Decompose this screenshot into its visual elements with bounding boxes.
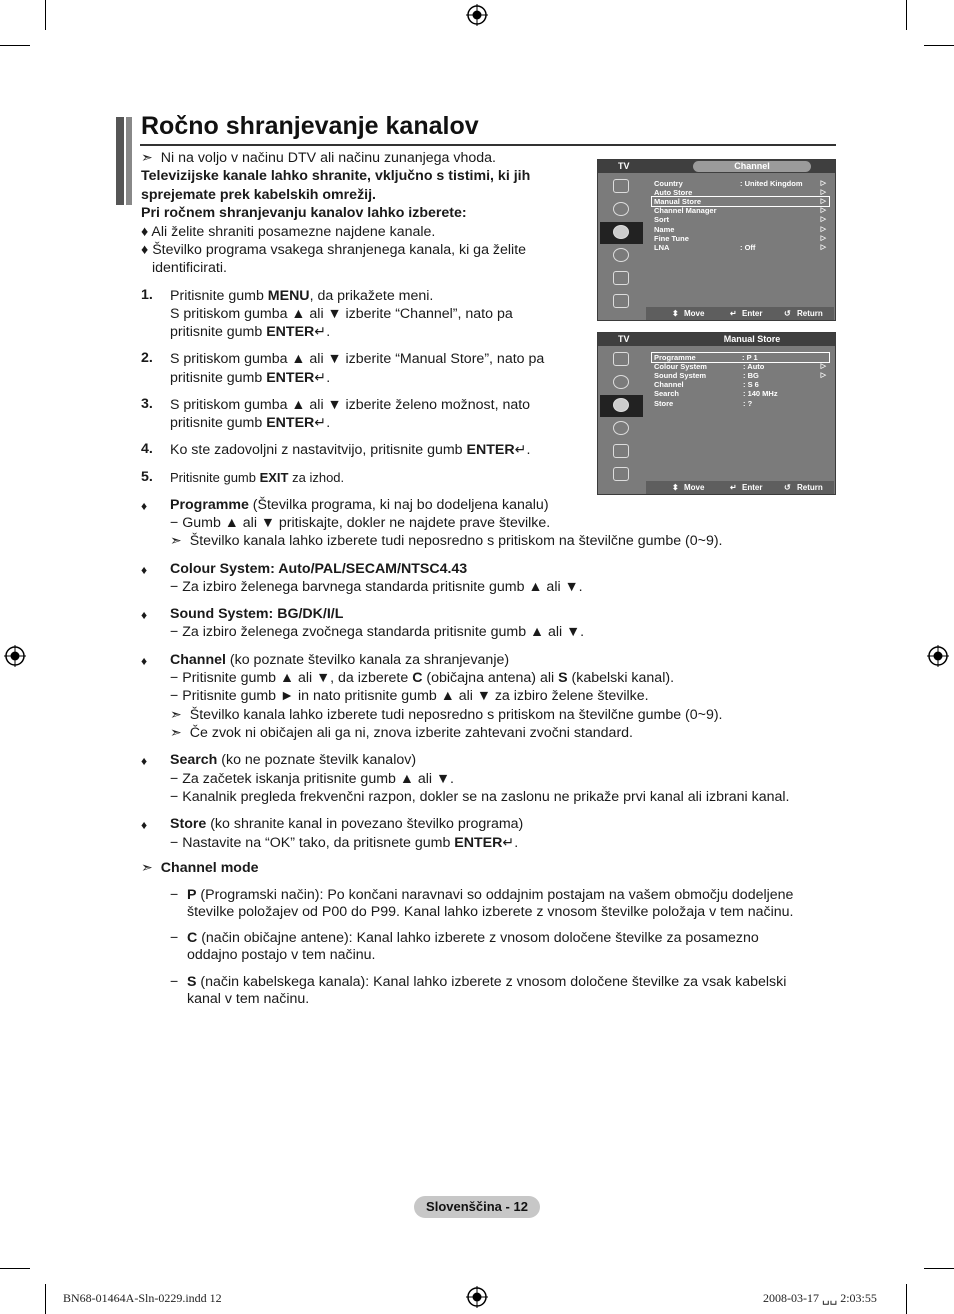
- setup-icon: [600, 245, 643, 267]
- osd-row[interactable]: LNA : Off ▷: [654, 243, 826, 252]
- mode-s: S (način kabelskega kanala): Kanal lahko izberete z vnosom določene številke za vsak kabelski: [187, 974, 787, 990]
- step-text: S pritiskom gumba ▲ ali ▼ izberite “Manual Store”, nato pa: [170, 351, 545, 367]
- mode-p-cont: številke položajev od P00 do P99. Kanal lahko izberete z vnosom številke položaja v tem načinu.: [187, 904, 794, 920]
- mode-c: C (način običajne antene): Kanal lahko izberete z vnosom določene številke za posamezno: [187, 930, 759, 946]
- item-text: − Gumb ▲ ali ▼ pritiskajte, dokler ne najdete prave številke.: [170, 515, 551, 531]
- step-number: 3.: [141, 396, 153, 412]
- osd-row[interactable]: Colour System : Auto ▷: [654, 362, 826, 371]
- item-text: − Pritisnite gumb ► in nato pritisnite gumb ▲ ali ▼ za izbiro želene številke.: [170, 688, 649, 704]
- arrow-right-icon: ▷: [820, 180, 826, 187]
- registration-mark-icon: [927, 645, 949, 667]
- osd-row[interactable]: Channel : S 6: [654, 380, 759, 389]
- osd-row[interactable]: Search : 140 MHz: [654, 389, 778, 398]
- sound-icon: [600, 372, 643, 394]
- arrow-right-icon: ▷: [820, 372, 826, 379]
- osd-row-selected[interactable]: Manual Store ▷: [651, 196, 830, 207]
- intro-bullet: ♦ Številko programa vsakega shranjenega kanala, ki ga želite: [141, 242, 527, 258]
- page-title: Ročno shranjevanje kanalov: [141, 112, 479, 140]
- diamond-bullet-icon: ♦: [141, 224, 149, 240]
- return-icon: ↺: [784, 483, 791, 492]
- input-icon: [600, 441, 643, 463]
- osd-row[interactable]: Sort ▷: [654, 215, 826, 224]
- step-text: pritisnite gumb ENTER↵.: [170, 415, 331, 431]
- diamond-bullet-icon: ♦: [141, 499, 148, 513]
- osd-manual-store-menu: [597, 332, 836, 495]
- item-search: Search (ko ne poznate številk kanalov): [170, 752, 417, 768]
- diamond-bullet-icon: ♦: [141, 608, 148, 622]
- arrow-right-icon: ▷: [820, 363, 826, 370]
- item-colour-system: Colour System: Auto/PAL/SECAM/NTSC4.43: [170, 561, 468, 577]
- note-arrow-icon: ➣: [170, 707, 182, 723]
- mode-p: P (Programski način): Po končani naravnavi so oddajnim postajam na vašem območju dodeljene: [187, 887, 794, 903]
- enter-icon: ↵: [730, 483, 737, 492]
- note-arrow-icon: ➣: [141, 860, 153, 876]
- title-decoration: [116, 117, 124, 205]
- date-slug: 2008-03-17 ␣␣ 2:03:55: [763, 1291, 877, 1305]
- channel-icon: [600, 222, 643, 244]
- step-text: pritisnite gumb ENTER↵.: [170, 324, 331, 340]
- item-text: − Za izbiro želenega zvočnega standarda pritisnite gumb ▲ ali ▼.: [170, 624, 585, 640]
- item-store: Store (ko shranite kanal in povezano številko programa): [170, 816, 524, 832]
- step-text: S pritiskom gumba ▲ ali ▼ izberite “Channel”, nato pa: [170, 306, 513, 322]
- crop-mark: [924, 1268, 954, 1269]
- step-text: Pritisnite gumb EXIT za izhod.: [170, 470, 345, 485]
- sound-icon: [600, 199, 643, 221]
- item-note: ➣ Če zvok ni običajen ali ga ni, znova izberite zahtevani zvočni standard.: [170, 725, 633, 741]
- osd-tv-label: TV: [618, 334, 630, 344]
- application-icon: [600, 464, 643, 486]
- registration-mark-icon: [4, 645, 26, 667]
- intro-bold-line: sprejemate prek kabelskih omrežij.: [141, 187, 376, 203]
- crop-mark: [45, 0, 46, 30]
- channel-icon: [600, 395, 643, 417]
- dash: −: [170, 974, 179, 990]
- registration-mark-icon: [466, 4, 488, 26]
- crop-mark: [0, 45, 30, 46]
- intro-bullet-cont: identificirati.: [152, 260, 227, 276]
- step-number: 1.: [141, 287, 153, 303]
- arrow-right-icon: ▷: [820, 226, 826, 233]
- setup-icon: [600, 418, 643, 440]
- return-icon: ↺: [784, 309, 791, 318]
- step-text: Ko ste zadovoljni z nastavitvijo, pritisnite gumb ENTER↵.: [170, 442, 531, 458]
- enter-icon: ↵: [502, 835, 515, 851]
- osd-row[interactable]: Country : United Kingdom ▷: [654, 179, 826, 188]
- step-number: 2.: [141, 350, 153, 366]
- item-text: − Za začetek iskanja pritisnite gumb ▲ ali ▼.: [170, 771, 454, 787]
- file-slug: BN68-01464A-Sln-0229.indd 12: [63, 1291, 222, 1305]
- crop-mark: [906, 0, 907, 30]
- intro-bold-line: Pri ročnem shranjevanju kanalov lahko izberete:: [141, 205, 467, 221]
- enter-icon: ↵: [514, 442, 527, 458]
- intro-bold-line: Televizijske kanale lahko shranite, vključno s tistimi, ki jih: [141, 168, 531, 184]
- step-number: 5.: [141, 469, 153, 485]
- dash: −: [170, 930, 179, 946]
- item-channel: Channel (ko poznate številko kanala za shranjevanje): [170, 652, 510, 668]
- item-sound-system: Sound System: BG/DK/I/L: [170, 606, 344, 622]
- step-number: 4.: [141, 441, 153, 457]
- note-arrow-icon: ➣: [170, 533, 182, 549]
- mode-c-cont: oddajno postajo v tem načinu.: [187, 947, 376, 963]
- item-note: ➣ Številko kanala lahko izberete tudi neposredno s pritiskom na številčne gumbe (0~9).: [170, 707, 723, 723]
- osd-row[interactable]: Fine Tune ▷: [654, 234, 826, 243]
- arrow-right-icon: ▷: [820, 189, 826, 196]
- channel-mode-heading: ➣ Channel mode: [141, 860, 259, 876]
- crop-mark: [924, 45, 954, 46]
- osd-header: [598, 333, 835, 346]
- title-rule: [140, 144, 836, 146]
- osd-title: Manual Store: [723, 334, 781, 344]
- osd-title: Channel: [693, 161, 811, 172]
- diamond-bullet-icon: ♦: [141, 563, 148, 577]
- osd-footer: ⬍ Move ↵ Enter ↺ Return: [646, 481, 834, 494]
- enter-icon: ↵: [730, 309, 737, 318]
- osd-row[interactable]: Channel Manager ▷: [654, 206, 826, 215]
- item-text: − Kanalnik pregleda frekvenčni razpon, dokler se na zaslonu ne prikaže prvi kanal ali izbrani kanal.: [170, 789, 790, 805]
- picture-icon: [600, 349, 643, 371]
- diamond-bullet-icon: ♦: [141, 242, 149, 258]
- osd-channel-menu: [597, 159, 836, 321]
- title-decoration: [126, 117, 132, 205]
- arrow-right-icon: ▷: [820, 198, 826, 205]
- arrow-right-icon: ▷: [820, 207, 826, 214]
- crop-mark: [45, 1284, 46, 1314]
- osd-row[interactable]: Auto Store ▷: [654, 188, 826, 197]
- osd-row[interactable]: Store : ?: [654, 399, 753, 408]
- intro-note: ➣ Ni na voljo v načinu DTV ali načinu zunanjega vhoda.: [141, 150, 496, 166]
- osd-tv-label: TV: [618, 161, 630, 171]
- step-text: Pritisnite gumb MENU, da prikažete meni.: [170, 288, 434, 304]
- arrow-right-icon: ▷: [820, 216, 826, 223]
- item-programme: Programme (Številka programa, ki naj bo dodeljena kanalu): [170, 497, 549, 513]
- osd-footer: ⬍ Move ↵ Enter ↺ Return: [646, 307, 834, 320]
- enter-icon: ↵: [314, 415, 327, 431]
- move-icon: ⬍: [672, 483, 679, 492]
- diamond-bullet-icon: ♦: [141, 754, 148, 768]
- enter-icon: ↵: [314, 370, 327, 386]
- picture-icon: [600, 176, 643, 198]
- item-text: − Za izbiro želenega barvnega standarda pritisnite gumb ▲ ali ▼.: [170, 579, 583, 595]
- mode-s-cont: kanal v tem načinu.: [187, 991, 310, 1007]
- item-text: − Nastavite na “OK” tako, da pritisnete gumb ENTER↵.: [170, 835, 519, 851]
- crop-mark: [906, 1284, 907, 1314]
- item-text: − Pritisnite gumb ▲ ali ▼, da izberete C (običajna antena) ali S (kabelski kanal).: [170, 670, 675, 686]
- note-arrow-icon: ➣: [141, 150, 153, 166]
- diamond-bullet-icon: ♦: [141, 818, 148, 832]
- osd-row[interactable]: Sound System : BG ▷: [654, 371, 826, 380]
- application-icon: [600, 291, 643, 313]
- diamond-bullet-icon: ♦: [141, 654, 148, 668]
- item-note: ➣ Številko kanala lahko izberete tudi neposredno s pritiskom na številčne gumbe (0~9).: [170, 533, 723, 549]
- step-text: S pritiskom gumba ▲ ali ▼ izberite želeno možnost, nato: [170, 397, 531, 413]
- crop-mark: [0, 1268, 30, 1269]
- move-icon: ⬍: [672, 309, 679, 318]
- intro-bullet: ♦ Ali želite shraniti posamezne najdene kanale.: [141, 224, 436, 240]
- page-number-badge: Slovenščina - 12: [414, 1196, 540, 1218]
- input-icon: [600, 268, 643, 290]
- note-arrow-icon: ➣: [170, 725, 182, 741]
- arrow-right-icon: ▷: [820, 244, 826, 251]
- osd-row[interactable]: Name ▷: [654, 225, 826, 234]
- osd-row-selected[interactable]: Programme : P 1: [651, 352, 830, 363]
- dash: −: [170, 887, 179, 903]
- enter-icon: ↵: [314, 324, 327, 340]
- registration-mark-icon: [466, 1286, 488, 1308]
- step-text: pritisnite gumb ENTER↵.: [170, 370, 331, 386]
- osd-header: [598, 160, 835, 173]
- arrow-right-icon: ▷: [820, 235, 826, 242]
